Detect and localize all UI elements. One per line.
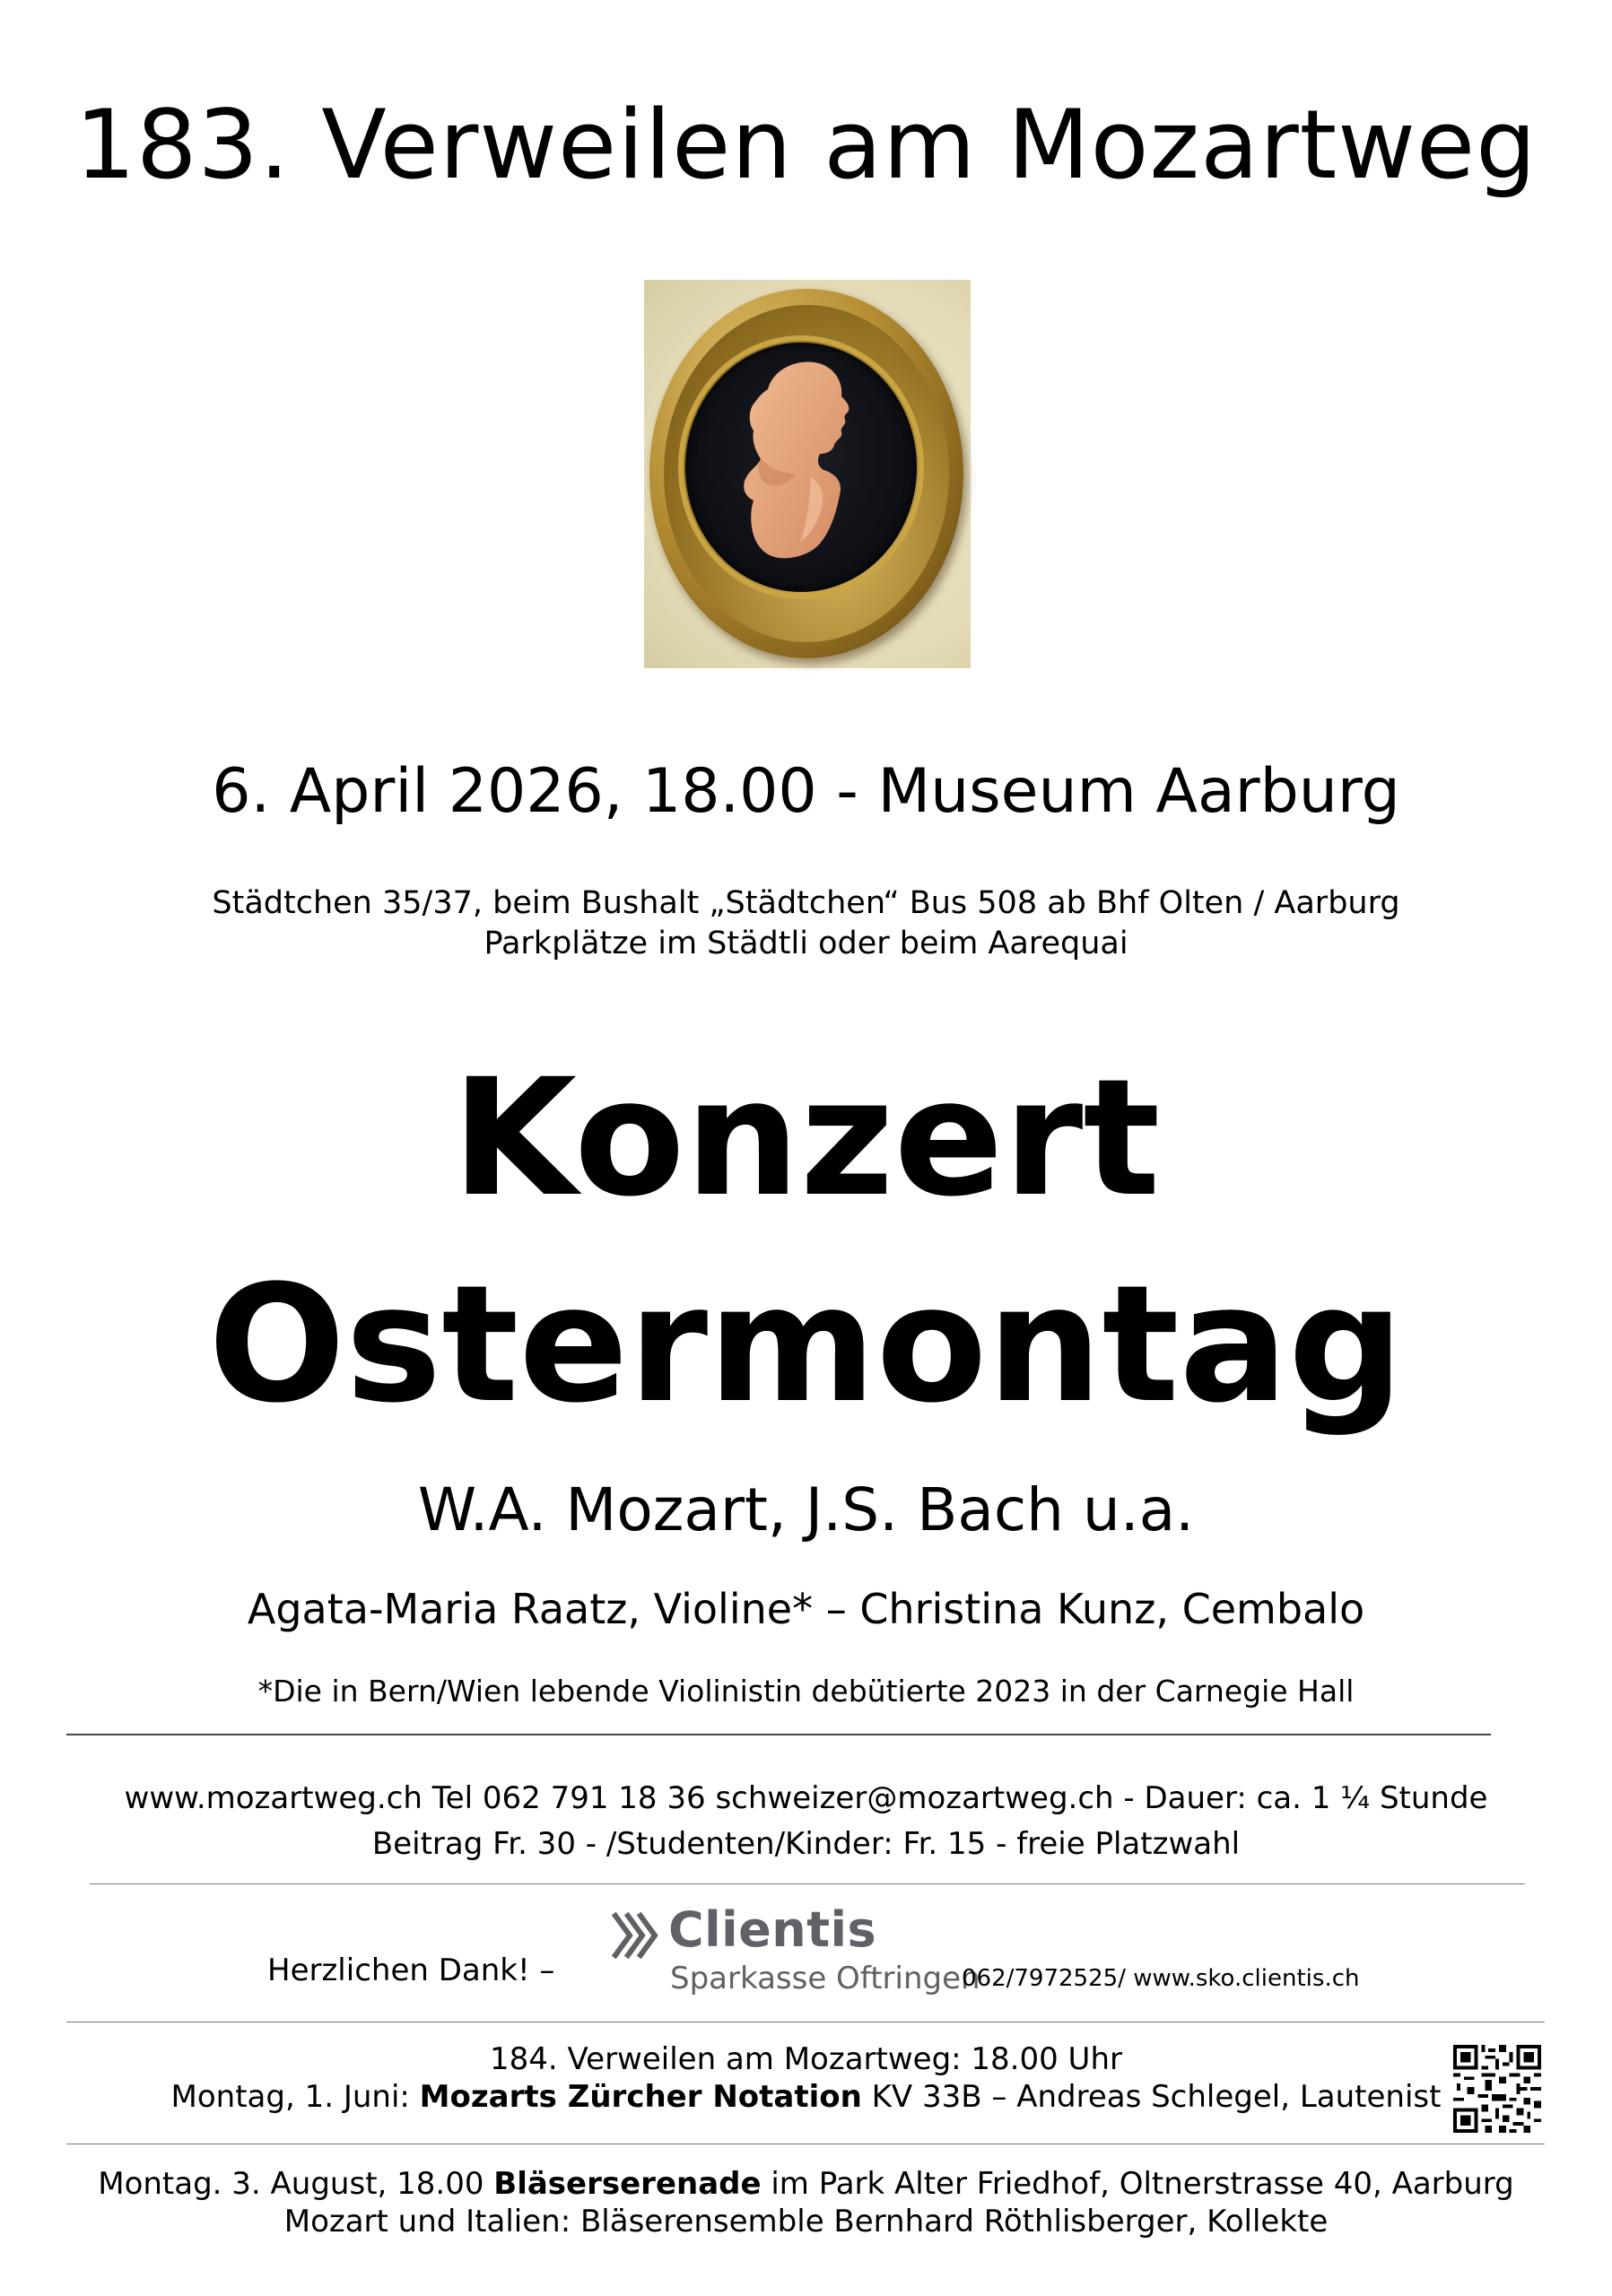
clientis-chevrons-icon xyxy=(610,1910,660,1961)
page-title: 183. Verweilen am Mozartweg xyxy=(74,90,1538,200)
august-event-details: Mozart und Italien: Bläserensemble Bernhard Röthlisberger, Kollekte xyxy=(283,2204,1329,2239)
performers: Agata-Maria Raatz, Violine* – Christina Kunz, Cembalo xyxy=(247,1585,1365,1633)
next-event-details: Montag, 1. Juni: Mozarts Zürcher Notation KV 33B – Andreas Schlegel, Lautenist xyxy=(170,2079,1442,2115)
event-parking-info: Parkplätze im Städtli oder beim Aarequai xyxy=(484,926,1128,961)
event-address: Städtchen 35/37, beim Bushalt „Städtchen“ Bus 508 ab Bhf Olten / Aarburg xyxy=(212,885,1400,921)
sponsor-logo-branch: Sparkasse Oftringen xyxy=(670,1961,980,1996)
mozart-silhouette-icon xyxy=(685,343,917,592)
ticket-info: Beitrag Fr. 30 - /Studenten/Kinder: Fr. 15 - freie Platzwahl xyxy=(371,1826,1241,1862)
qr-code-icon[interactable] xyxy=(1453,2045,1541,2133)
sponsor-contact: 062/7972525/ www.sko.clientis.ch xyxy=(962,1965,1360,1992)
contact-info: www.mozartweg.ch Tel 062 791 18 36 schweizer@mozartweg.ch - Dauer: ca. 1 ¼ Stunde xyxy=(124,1780,1488,1816)
headline-ostermontag: Ostermontag xyxy=(208,1251,1404,1439)
divider xyxy=(90,1883,1525,1884)
sponsor-thanks: Herzlichen Dank! – xyxy=(267,1952,555,1988)
august-event-title: Montag. 3. August, 18.00 Bläserserenade im Park Alter Friedhof, Oltnerstrasse 40, Aarburg xyxy=(98,2166,1514,2202)
sponsor-logo-name: Clientis xyxy=(668,1901,877,1958)
composers: W.A. Mozart, J.S. Bach u.a. xyxy=(417,1475,1195,1544)
performer-footnote: *Die in Bern/Wien lebende Violinistin debütierte 2023 in der Carnegie Hall xyxy=(257,1674,1355,1709)
mozart-portrait-image xyxy=(644,280,971,668)
next-event-title: 184. Verweilen am Mozartweg: 18.00 Uhr xyxy=(490,2041,1122,2077)
event-date-location: 6. April 2026, 18.00 - Museum Aarburg xyxy=(212,756,1400,827)
headline-konzert: Konzert xyxy=(451,1045,1161,1232)
divider xyxy=(66,1734,1491,1735)
